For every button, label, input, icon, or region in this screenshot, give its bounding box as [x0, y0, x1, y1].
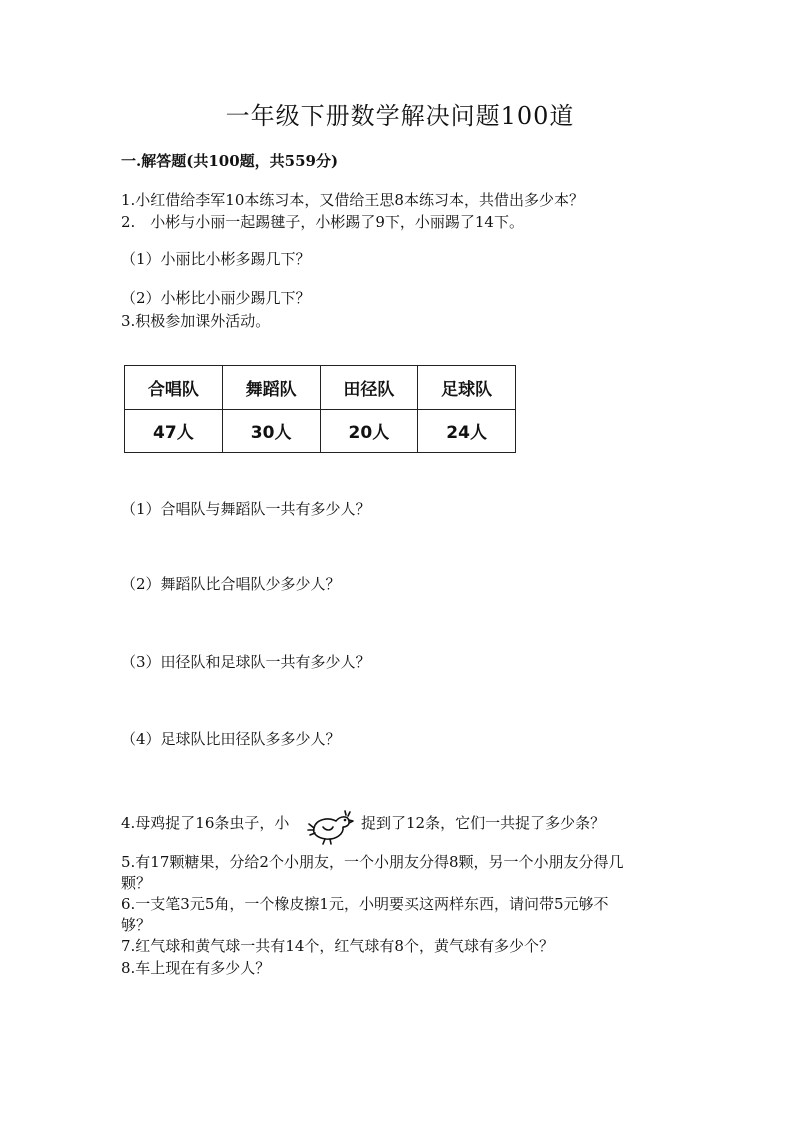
question-5-line-2: 颗？: [121, 874, 152, 892]
section-heading: 一.解答题(共100题，共559分): [121, 152, 339, 170]
question-7: 7.红气球和黄气球一共有14个，红气球有8个，黄气球有多少个？: [121, 937, 554, 955]
question-8: 8.车上现在有多少人？: [121, 959, 271, 977]
activity-table: [124, 365, 516, 453]
question-2-part-2: （2）小彬比小丽少踢几下？: [121, 289, 311, 307]
question-5-line-1: 5.有17颗糖果，分给2个小朋友，一个小朋友分得8颗，另一个小朋友分得几: [121, 853, 624, 871]
value-cell-football: 24人: [418, 409, 516, 453]
question-1: 1.小红借给李军10本练习本，又借给王思8本练习本，共借出多少本？: [121, 191, 584, 209]
value-cell-dance: 30人: [222, 409, 320, 453]
chick-icon: [306, 806, 356, 846]
question-3-part-1: （1）合唱队与舞蹈队一共有多少人？: [121, 500, 371, 518]
header-cell-football: 足球队: [418, 366, 516, 410]
table-header-row: [125, 366, 516, 410]
question-6-line-2: 够？: [121, 916, 152, 934]
question-4-end: 捉到了12条，它们一共捉了多少条？: [361, 814, 606, 832]
question-3-part-3: （3）田径队和足球队一共有多少人？: [121, 653, 371, 671]
page-title: 一年级下册数学解决问题100道: [225, 102, 575, 130]
question-4-start: 4.母鸡捉了16条虫子，小: [121, 814, 290, 832]
question-3: 3.积极参加课外活动。: [121, 312, 271, 330]
value-cell-choir: 47人: [125, 409, 223, 453]
header-cell-choir: 合唱队: [125, 366, 223, 410]
header-cell-dance: 舞蹈队: [222, 366, 320, 410]
table-value-row: [125, 409, 516, 453]
question-3-part-4: （4）足球队比田径队多多少人？: [121, 730, 341, 748]
header-cell-track: 田径队: [320, 366, 418, 410]
value-cell-track: 20人: [320, 409, 418, 453]
question-6-line-1: 6.一支笔3元5角，一个橡皮擦1元，小明要买这两样东西，请问带5元够不: [121, 895, 609, 913]
question-2: 2. 小彬与小丽一起踢毽子，小彬踢了9下，小丽踢了14下。: [121, 213, 524, 231]
question-3-part-2: （2）舞蹈队比合唱队少多少人？: [121, 575, 341, 593]
question-2-part-1: （1）小丽比小彬多踢几下？: [121, 250, 311, 268]
